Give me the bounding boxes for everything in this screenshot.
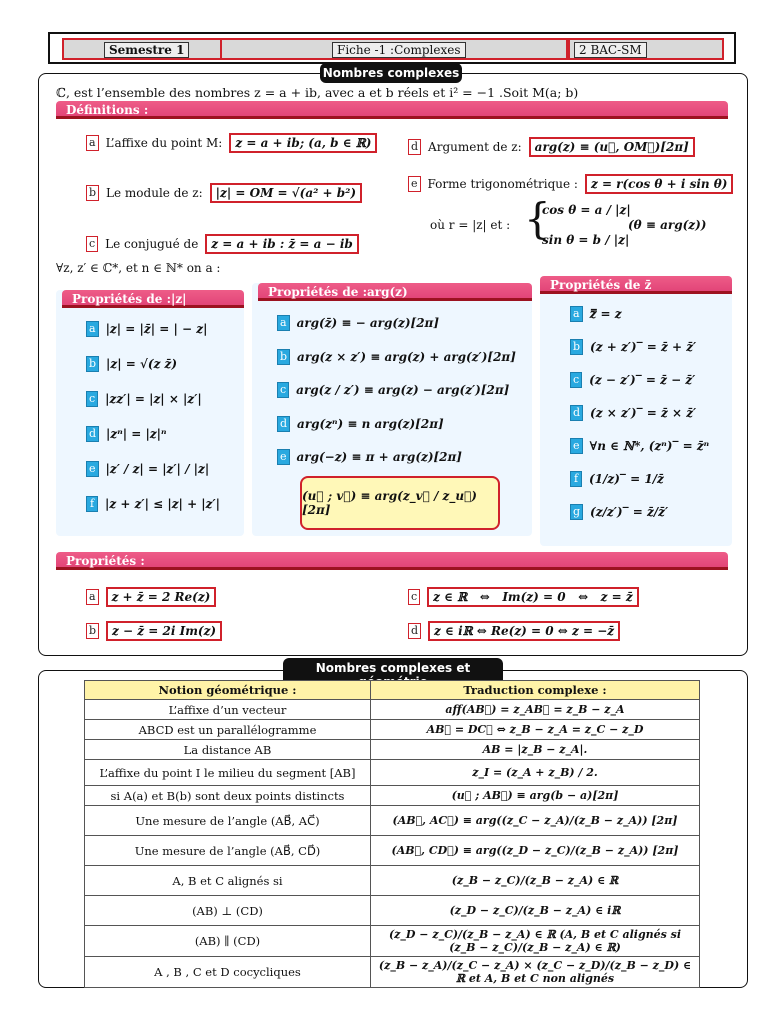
notion-cell: (AB) ∥ (CD)	[85, 926, 371, 957]
gen-a	[86, 587, 216, 607]
modulus-formula: |z′ / z| = |z′| / |z|	[105, 462, 210, 476]
modulus-bar	[62, 290, 244, 308]
def-c-text: Le conjugué de	[105, 237, 199, 251]
table-row	[85, 896, 700, 926]
modulus-formula: |zz′| = |z| × |z′|	[105, 392, 202, 406]
conjugate-formula: (z × z′)‾ = z̄ × z̄′	[590, 406, 697, 420]
conjugate-item-b	[570, 339, 696, 355]
gen-c	[408, 587, 639, 607]
table-row	[85, 786, 700, 806]
modulus-title: Propriétés de :|z|	[72, 292, 187, 306]
notion-cell: L’affixe d’un vecteur	[85, 700, 371, 720]
modulus-item-c	[86, 391, 202, 407]
gen-b-letter: b	[86, 623, 99, 639]
gen-a-letter: a	[86, 589, 99, 605]
conjugate-item-c	[570, 372, 695, 388]
table-row	[85, 740, 700, 760]
geometry-title: Nombres complexes et	[283, 658, 503, 692]
def-c-formula: z = a + ib : z̄ = a − ib	[205, 234, 359, 254]
argument-letter: d	[277, 416, 290, 432]
def-e	[408, 174, 733, 194]
translation-cell: (z_D − z_C)/(z_B − z_A) ∈ ℝ (A, B et C alignés si (z_B − z_C)/(z_B − z_A) ∈ ℝ)	[371, 926, 700, 957]
definitions-title: Définitions :	[66, 103, 149, 117]
header-cell-semester	[62, 38, 222, 60]
gen-d-letter: d	[408, 623, 421, 639]
modulus-formula: |z + z′| ≤ |z| + |z′|	[105, 497, 221, 511]
modulus-formula: |z| = √(z z̄)	[106, 357, 178, 371]
table-header-row	[85, 681, 700, 700]
def-e-formula: z = r(cos θ + i sin θ)	[585, 174, 734, 194]
modulus-letter: a	[86, 321, 99, 337]
conjugate-formula: (z/z′)‾ = z̄/z̄′	[590, 505, 669, 519]
trig-sin: sin θ = b / |z|	[542, 233, 630, 247]
column-header-notion: Notion géométrique :	[85, 681, 371, 700]
translation-cell: z_I = (z_A + z_B) / 2.	[371, 760, 700, 786]
argument-item-d	[277, 416, 444, 432]
def-d-formula: arg(z) ≡ (u⃗, OM⃗)[2π]	[529, 137, 695, 157]
translation-cell: AB = |z_B − z_A|.	[371, 740, 700, 760]
argument-formula: arg(z / z′) ≡ arg(z) − arg(z′)[2π]	[296, 383, 510, 397]
def-c-letter: c	[86, 236, 98, 252]
conjugate-letter: b	[570, 339, 583, 355]
argument-formula: arg(−z) ≡ π + arg(z)[2π]	[296, 450, 462, 464]
conjugate-letter: c	[570, 372, 582, 388]
table-row	[85, 836, 700, 866]
notion-cell: si A(a) et B(b) sont deux points distincts	[85, 786, 371, 806]
trig-cos: cos θ = a / |z|	[542, 203, 631, 217]
conjugate-item-g	[570, 504, 668, 520]
trig-brace: {	[524, 194, 551, 243]
translation-cell: AB⃗ = DC⃗ ⇔ z_B − z_A = z_C − z_D	[371, 720, 700, 740]
modulus-letter: c	[86, 391, 98, 407]
conjugate-letter: d	[570, 405, 583, 421]
argument-bar	[258, 283, 532, 301]
modulus-item-f	[86, 496, 220, 512]
gen-a-formula: z + z̄ = 2 Re(z)	[106, 587, 217, 607]
def-b-letter: b	[86, 185, 99, 201]
def-b-text: Le module de z:	[106, 186, 203, 200]
def-b-formula: |z| = OM = √(a² + b²)	[210, 183, 362, 203]
general-props-bar	[56, 552, 728, 570]
notion-cell: Une mesure de l’angle (AB⃗, CD⃗)	[85, 836, 371, 866]
translation-cell: (AB⃗, AC⃗) ≡ arg((z_C − z_A)/(z_B − z_A)) [2π]	[371, 806, 700, 836]
translation-cell: (AB⃗, CD⃗) ≡ arg((z_D − z_C)/(z_B − z_A)) [2π]	[371, 836, 700, 866]
def-a-letter: a	[86, 135, 99, 151]
argument-item-b	[277, 349, 516, 365]
conjugate-item-e	[570, 438, 709, 454]
gen-b	[86, 621, 222, 641]
column-header-translation: Traduction complexe :	[371, 681, 700, 700]
conjugate-item-a	[570, 306, 622, 322]
argument-formula: arg(zⁿ) ≡ n arg(z)[2π]	[297, 416, 444, 431]
table-row	[85, 957, 700, 988]
forall-text: ∀z, z′ ∈ ℂ*, et n ∈ ℕ* on a :	[56, 261, 221, 275]
modulus-item-e	[86, 461, 209, 477]
argument-letter: b	[277, 349, 290, 365]
argument-letter: a	[277, 315, 290, 331]
modulus-item-a	[86, 321, 207, 337]
header-bar	[48, 32, 736, 64]
translation-cell: (z_D − z_C)/(z_B − z_A) ∈ iℝ	[371, 896, 700, 926]
modulus-formula: |zⁿ| = |z|ⁿ	[106, 427, 167, 441]
header-cell-sheet	[220, 38, 568, 60]
modulus-item-b	[86, 356, 177, 372]
conjugate-formula: z̿ = z	[589, 307, 622, 321]
table-row	[85, 720, 700, 740]
modulus-letter: f	[86, 496, 98, 512]
argument-highlight: (u⃗ ; v⃗) ≡ arg(z_v⃗ / z_u⃗) [2π]	[302, 489, 477, 517]
notion-cell: ABCD est un parallélogramme	[85, 720, 371, 740]
gen-d	[408, 621, 620, 641]
table-row	[85, 926, 700, 957]
conjugate-letter: e	[570, 438, 583, 454]
translation-cell: aff(AB⃗) = z_AB⃗ = z_B − z_A	[371, 700, 700, 720]
def-e-text: Forme trigonométrique :	[427, 177, 578, 191]
argument-letter: e	[277, 449, 290, 465]
modulus-letter: e	[86, 461, 99, 477]
conjugate-formula: ∀n ∈ ℕ*, (zⁿ)‾ = z̄ⁿ	[589, 439, 710, 453]
notion-cell: L’affixe du point I le milieu du segment [AB]	[85, 760, 371, 786]
conjugate-letter: a	[570, 306, 583, 322]
argument-item-e	[277, 449, 462, 465]
argument-item-a	[277, 315, 439, 331]
conjugate-bar	[540, 276, 732, 294]
general-props-title: Propriétés :	[66, 554, 145, 568]
conjugate-letter: f	[570, 471, 582, 487]
argument-title: Propriétés de :arg(z)	[268, 285, 408, 299]
table-row	[85, 760, 700, 786]
translation-cell: (z_B − z_C)/(z_B − z_A) ∈ ℝ	[371, 866, 700, 896]
notion-cell: La distance AB	[85, 740, 371, 760]
conjugate-formula: (1/z)‾ = 1/z̄	[589, 472, 664, 486]
header-cell-level	[568, 38, 724, 60]
notion-cell: A, B et C alignés si	[85, 866, 371, 896]
notion-cell: (AB) ⊥ (CD)	[85, 896, 371, 926]
def-d	[408, 137, 695, 157]
gen-d-formula: z ∈ iℝ ⇔ Re(z) = 0 ⇔ z = −z̄	[428, 621, 620, 641]
header-level: 2 BAC-SM	[574, 42, 647, 58]
header-semester: Semestre 1	[104, 42, 189, 58]
argument-letter: c	[277, 382, 289, 398]
table-row	[85, 866, 700, 896]
conjugate-title: Propriétés de z̄	[550, 278, 652, 292]
notion-cell: A , B , C et D cocycliques	[85, 957, 371, 988]
notion-cell: Une mesure de l’angle (AB⃗, AC⃗)	[85, 806, 371, 836]
def-a	[86, 133, 377, 153]
def-d-letter: d	[408, 139, 421, 155]
gen-c-letter: c	[408, 589, 420, 605]
def-d-text: Argument de z:	[428, 140, 522, 154]
header-sheet: Fiche -1 :Complexes	[332, 42, 466, 58]
trig-note: (θ ≡ arg(z))	[628, 218, 707, 232]
def-a-formula: z = a + ib; (a, b ∈ ℝ)	[229, 133, 377, 153]
gen-b-formula: z − z̄ = 2i Im(z)	[106, 621, 222, 641]
modulus-formula: |z| = |z̄| = | − z|	[105, 322, 208, 336]
def-a-text: L’affixe du point M:	[105, 136, 223, 150]
trig-where: où r = |z| et :	[430, 218, 511, 232]
section-title: Nombres complexes	[320, 63, 462, 83]
conjugate-formula: (z − z′)‾ = z̄ − z̄′	[589, 373, 696, 387]
intro-text: ℂ, est l’ensemble des nombres z = a + ib, avec a et b réels et i² = −1 .Soit M(a; b)	[56, 85, 579, 100]
argument-item-c	[277, 382, 509, 398]
translation-cell: (u⃗ ; AB⃗) ≡ arg(b − a)[2π]	[371, 786, 700, 806]
conjugate-letter: g	[570, 504, 583, 520]
table-row	[85, 806, 700, 836]
gen-c-formula: z ∈ ℝ ⇔ Im(z) = 0 ⇔ z = z̄	[427, 587, 639, 607]
geometry-table	[84, 680, 700, 988]
def-c	[86, 234, 359, 254]
table-row	[85, 700, 700, 720]
modulus-item-d	[86, 426, 167, 442]
def-b	[86, 183, 362, 203]
argument-formula: arg(z̄) ≡ − arg(z)[2π]	[296, 316, 440, 330]
conjugate-item-d	[570, 405, 696, 421]
definitions-bar	[56, 101, 728, 119]
conjugate-formula: (z + z′)‾ = z̄ + z̄′	[590, 340, 697, 354]
modulus-letter: d	[86, 426, 99, 442]
translation-cell: (z_B − z_A)/(z_C − z_A) × (z_C − z_D)/(z_B − z_D) ∈ ℝ et A, B et C non alignés	[371, 957, 700, 988]
argument-highlight-box	[300, 476, 500, 530]
modulus-letter: b	[86, 356, 99, 372]
conjugate-item-f	[570, 471, 664, 487]
def-e-letter: e	[408, 176, 421, 192]
argument-formula: arg(z × z′) ≡ arg(z) + arg(z′)[2π]	[297, 349, 516, 364]
